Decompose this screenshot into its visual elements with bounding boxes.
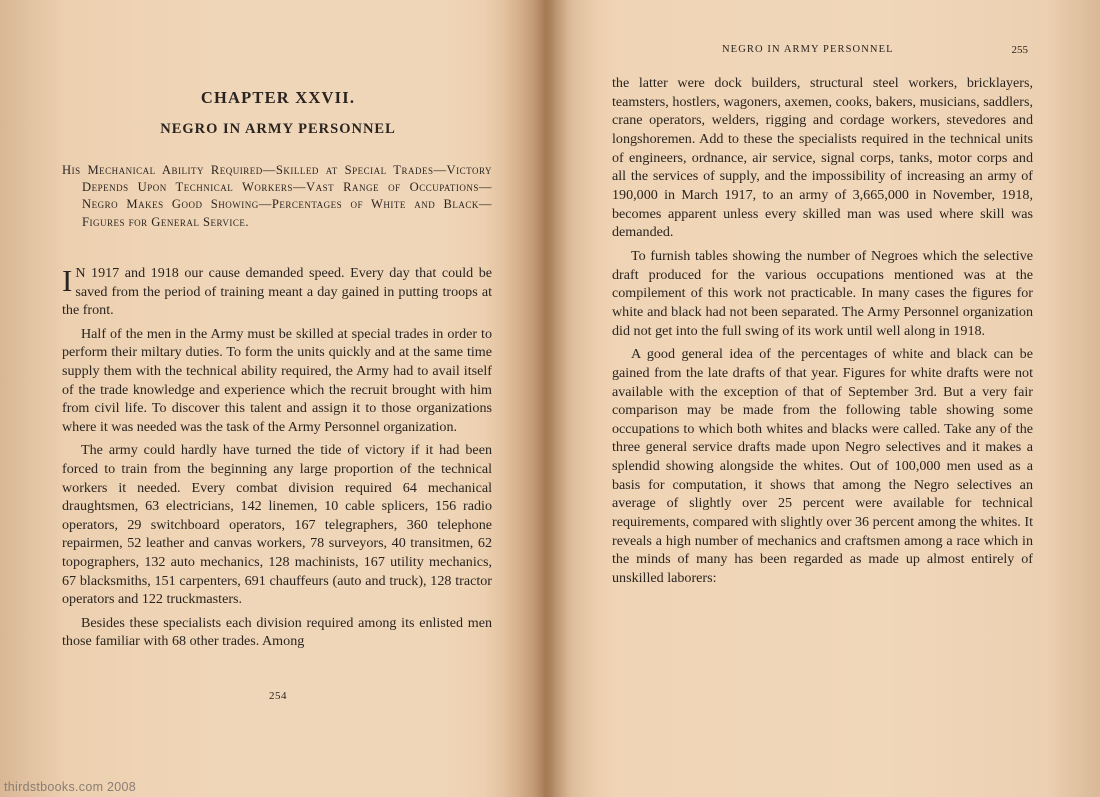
paragraph: To furnish tables showing the number of Negroes which the selective draft produced for the various occupations mentioned was at the compilement of this work not practicable. In many cases the figures for white and black had not been separated. The Army Personnel organization did not get into the full swing of its work until well along in 1918. [612, 247, 1033, 339]
chapter-title: CHAPTER XXVII. [200, 88, 356, 107]
drop-cap: I [62, 263, 73, 298]
page-number-right: 255 [1011, 44, 1028, 56]
left-page [62, 88, 494, 718]
watermark: thirdstbooks.com 2008 [4, 780, 137, 794]
chapter-synopsis: His Mechanical Ability Required—Skilled at Special Trades—Victory Depends Upon Technical Workers—Vast Range of Occupations—Negro Makes Good Showing—Percentages of White and Black—Figures for General Service. [62, 163, 492, 229]
book-gutter [505, 0, 595, 797]
paragraph: The army could hardly have turned the tide of victory if it had been forced to train from the beginning any large proportion of the technical workers it needed. Every combat division required 64 mechanical draughtsmen, 63 electricians, 142 linemen, 10 cable splicers, 156 radio operators, 29 switchboard operators, 167 telegraphers, 360 telephone repairmen, 52 leather and canvas workers, 78 surveyors, 40 transitmen, 62 topographers, 132 auto mechanics, 128 machinists, 167 utility mechanics, 67 blacksmiths, 151 carpenters, 691 chauffeurs (auto and truck), 128 tractor operators and 122 truckmasters. [62, 442, 492, 608]
paragraph: the latter were dock builders, structural steel workers, bricklayers, teamsters, hostlers, wagoners, axemen, cooks, bakers, musicians, saddlers, crane operators, welders, rigging and cordage workers, stevedores and longshoremen. Add to these the specialists required in the technical units of engineers, ordnance, air service, signal corps, tanks, motor corps and all the services of supply, and the impossibility of increasing an army of 190,000 in March 1917, to an army of 3,665,000 in November, 1918, becomes apparent unless every skilled man was used where skill was demanded. [612, 75, 1033, 241]
paragraph: Half of the men in the Army must be skilled at special trades in order to perform their miltary duties. To form the units quickly and at the same time supply them with the technical ability required, the Army had to avail itself of the trade knowledge and experience which the recruit brought with him from civil life. To discover this talent and assign it to those organizations where it was needed was the task of the Army Personnel organization. [62, 325, 492, 435]
left-page-body [62, 264, 492, 656]
paragraph-text: N 1917 and 1918 our cause demanded speed. Every day that could be saved from the period of training meant a day gained in putting troops at the front. [62, 265, 492, 319]
chapter-subtitle: NEGRO IN ARMY PERSONNEL [160, 121, 396, 137]
running-head: NEGRO IN ARMY PERSONNEL [722, 44, 894, 55]
right-page-body [612, 74, 1033, 593]
right-page [612, 44, 1034, 690]
page-number-left: 254 [269, 690, 287, 702]
paragraph: A good general idea of the percentages of white and black can be gained from the late drafts of that year. Figures for white drafts were not available with the exception of that of September 3rd. But a very fair comparison may be made from the following table showing some occupations to which both whites and blacks were called. Take any of the three general service drafts made upon Negro selectives and it makes a splendid showing alongside the whites. Out of 100,000 men used as a basis for computation, it shows that among the Negro selectives an average of slightly over 25 percent were available for technical requirements, compared with slightly over 36 percent among the whites. It reveals a high number of mechanics and craftsmen among a race which in the minds of many has been regarded as made up almost entirely of unskilled laborers: [612, 346, 1033, 587]
paragraph: Besides these specialists each division required among its enlisted men those familiar with 68 other trades. Among [62, 614, 492, 650]
paragraph [62, 264, 492, 320]
